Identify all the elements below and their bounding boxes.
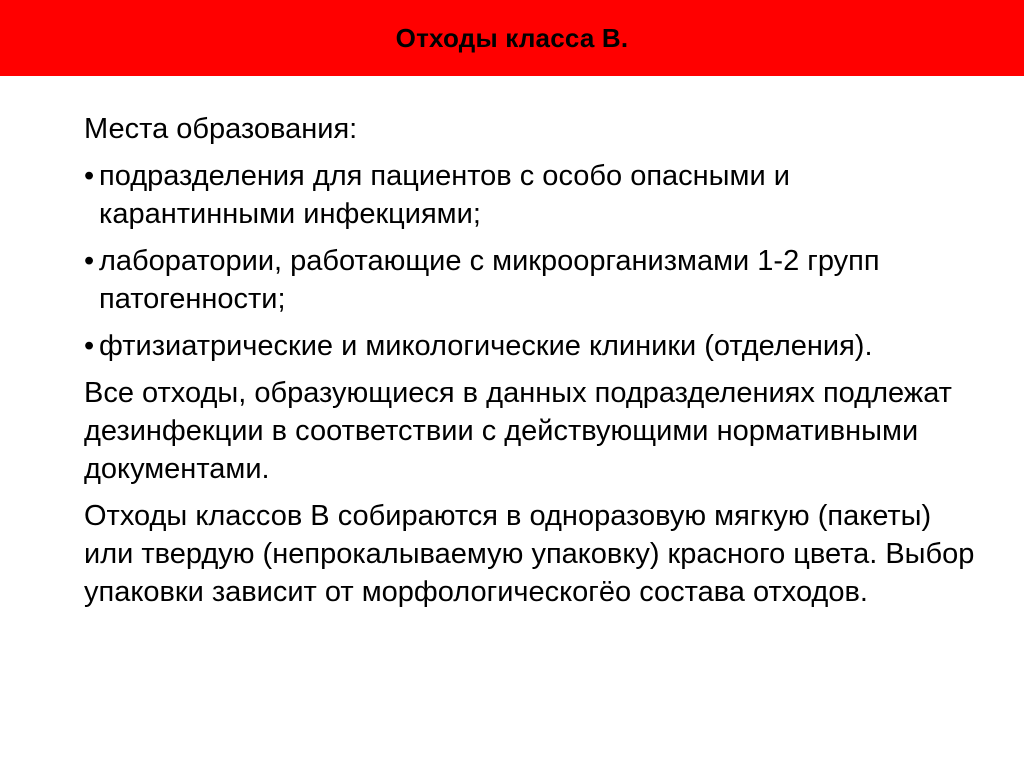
list-item-text: лаборатории, работающие с микроорганизмами 1-2 групп патогенности; — [99, 245, 880, 315]
intro-text: Места образования: — [84, 113, 358, 145]
list-item-text: фтизиатрические и микологические клиники (отделения). — [99, 330, 873, 362]
list-item — [84, 157, 984, 233]
bullet-icon: • — [84, 245, 95, 277]
bullet-icon: • — [84, 330, 95, 362]
slide-title: Отходы класса В. — [395, 22, 629, 53]
bullet-list — [84, 157, 984, 365]
list-item — [84, 327, 984, 365]
disinfection-paragraph: Все отходы, образующиеся в данных подразделениях подлежат дезинфекции в соответствии с действующими нормативными документами. — [84, 377, 952, 485]
packaging-paragraph: Отходы классов В собираются в одноразовую мягкую (пакеты) или твердую (непрокалываемую упаковку) красного цвета. Выбор упаковки зависит от морфологическогёо состава отходов. — [84, 500, 975, 608]
bullet-icon: • — [84, 160, 95, 192]
title-bar — [0, 0, 1024, 76]
list-item — [84, 242, 984, 318]
slide-content — [84, 110, 984, 620]
list-item-text: подразделения для пациентов с особо опасными и карантинными инфекциями; — [99, 160, 790, 230]
